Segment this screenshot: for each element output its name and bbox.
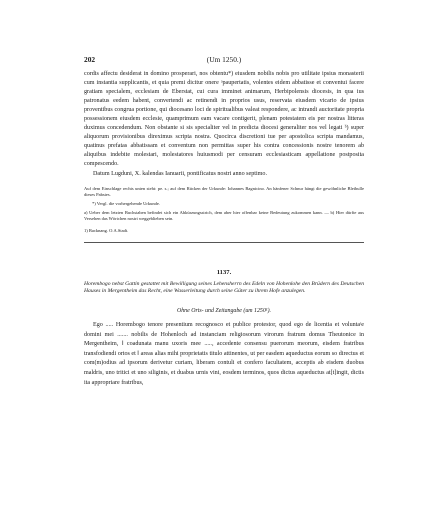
charter-text-block [84, 321, 364, 388]
page-number: 202 [84, 55, 96, 64]
main-text-block [84, 70, 364, 179]
charter-text: Ego ..... Horembogo tenore presentium recognosco et publice protestor, quod ego de licentia et voluntaᵗe domini mei ....... nobilis de Hohenloch ad instanciam religiosorum virorum fratrum domus Theutonice in Mergentheim, ‖ coadunata manu uxoris mee ....., accedente consensu puerorum meorum, eisdem fratribus transfodiendi ortos et ‖ areas alias mihi proprietatis titulo attinentes, ut per easdem aqueductus eorum so directus et com(m)odius ad ipsorum derivetur curiam, liberam contuli et confero facultatem, acceptis ab eisdem duobus maldris, uno tritici et uno siliginis, et duabus urnis vini, eosdem terminos, quos dictus aqueductus at[t]ingit, dictis ita appropriare fratribus, [84, 322, 364, 386]
section-divider [84, 242, 364, 243]
reference-footnote: *) Vergl. die vorhergehende Urkunde. [92, 201, 160, 206]
source-footnote: 1) Backnang. O.A.Stadt. [84, 228, 129, 233]
seal-footnote: Auf dem Einschlage rechts unten steht: pe. s.; auf dem Rücken der Urkunde: Iohannes Bagnicino. An hänfener Schnur hängt die gewöhnliche Bleibulle dieses Pabstes. [84, 186, 364, 198]
main-text: cordis affectu desiderat in domino prosperari, nos obtentu*) eiusdem nobilis nobis pro utilitate ipsius monasterii cum instantia supplicantis, et quia premi dicitur onere ᵃpaupertatis, volentes eidem abbatisse et conventui facere gratiam specialem, ecclesiam de Eberstat, cui cura imminet animarum, Herbipolensis diocesis, in qua ius patronatus eedem habent, convertendi ac retinendi in proprios usus, reservata eiusdem vicario de ipsius proventibus congrua portione, qui diocesano loci de spiritualibus valeat respondere, ac intrandi auctoritate propria possessionem eiusdem ecclesie, quamprimum eam vacare contigerit, plenam potestatem eis per nostras litteras duximus concedendum. Non obstante si sis specialiter vel in predicta diocesi generaliter nos vel legati ᵇ) super aliquorum provisionibus direximus scripta nostra. Quocirca discretioni tue per apostolica scripta mandamus, quatinus prefatas abbatissam et conventum non permittas super his contra concessionis nostre tenorem ab aliquibus indebite molestari, molestatores huiusmodi per censuram ecclesiasticam appellatione postposita compescendo. [84, 71, 364, 168]
document-summary: Horembogo nebst Gattin gestattet mit Bewilligung seines Lehensherrn des Edeln von Hohenlohe den Brüdern des Deutschen Hauses in Mergentheim das Recht, eine Wasserleitung durch seine Güter zu ihrem Hofe anzulegen. [84, 281, 364, 295]
dating-line: Datum Lugduni, X. kalendas Ianuarii, pontificatus nostri anno septimo. [93, 170, 267, 177]
place-date-line: Ohne Orts- und Zeitangabe (um 1250¹). [176, 308, 272, 314]
variant-footnote: a) Ueber dem letzten Buchstaben befindet sich ein Abkürzungsstrich, dem aber hier offenbar keine Bedeutung zukommen kann. — b) Hier dürfte aus Versehen das Wörtchen nostri weggeblieben sein. [84, 210, 364, 222]
page-header [84, 55, 364, 65]
running-head: (Um 1250.) [206, 55, 242, 64]
document-number: 1137. [216, 269, 232, 276]
